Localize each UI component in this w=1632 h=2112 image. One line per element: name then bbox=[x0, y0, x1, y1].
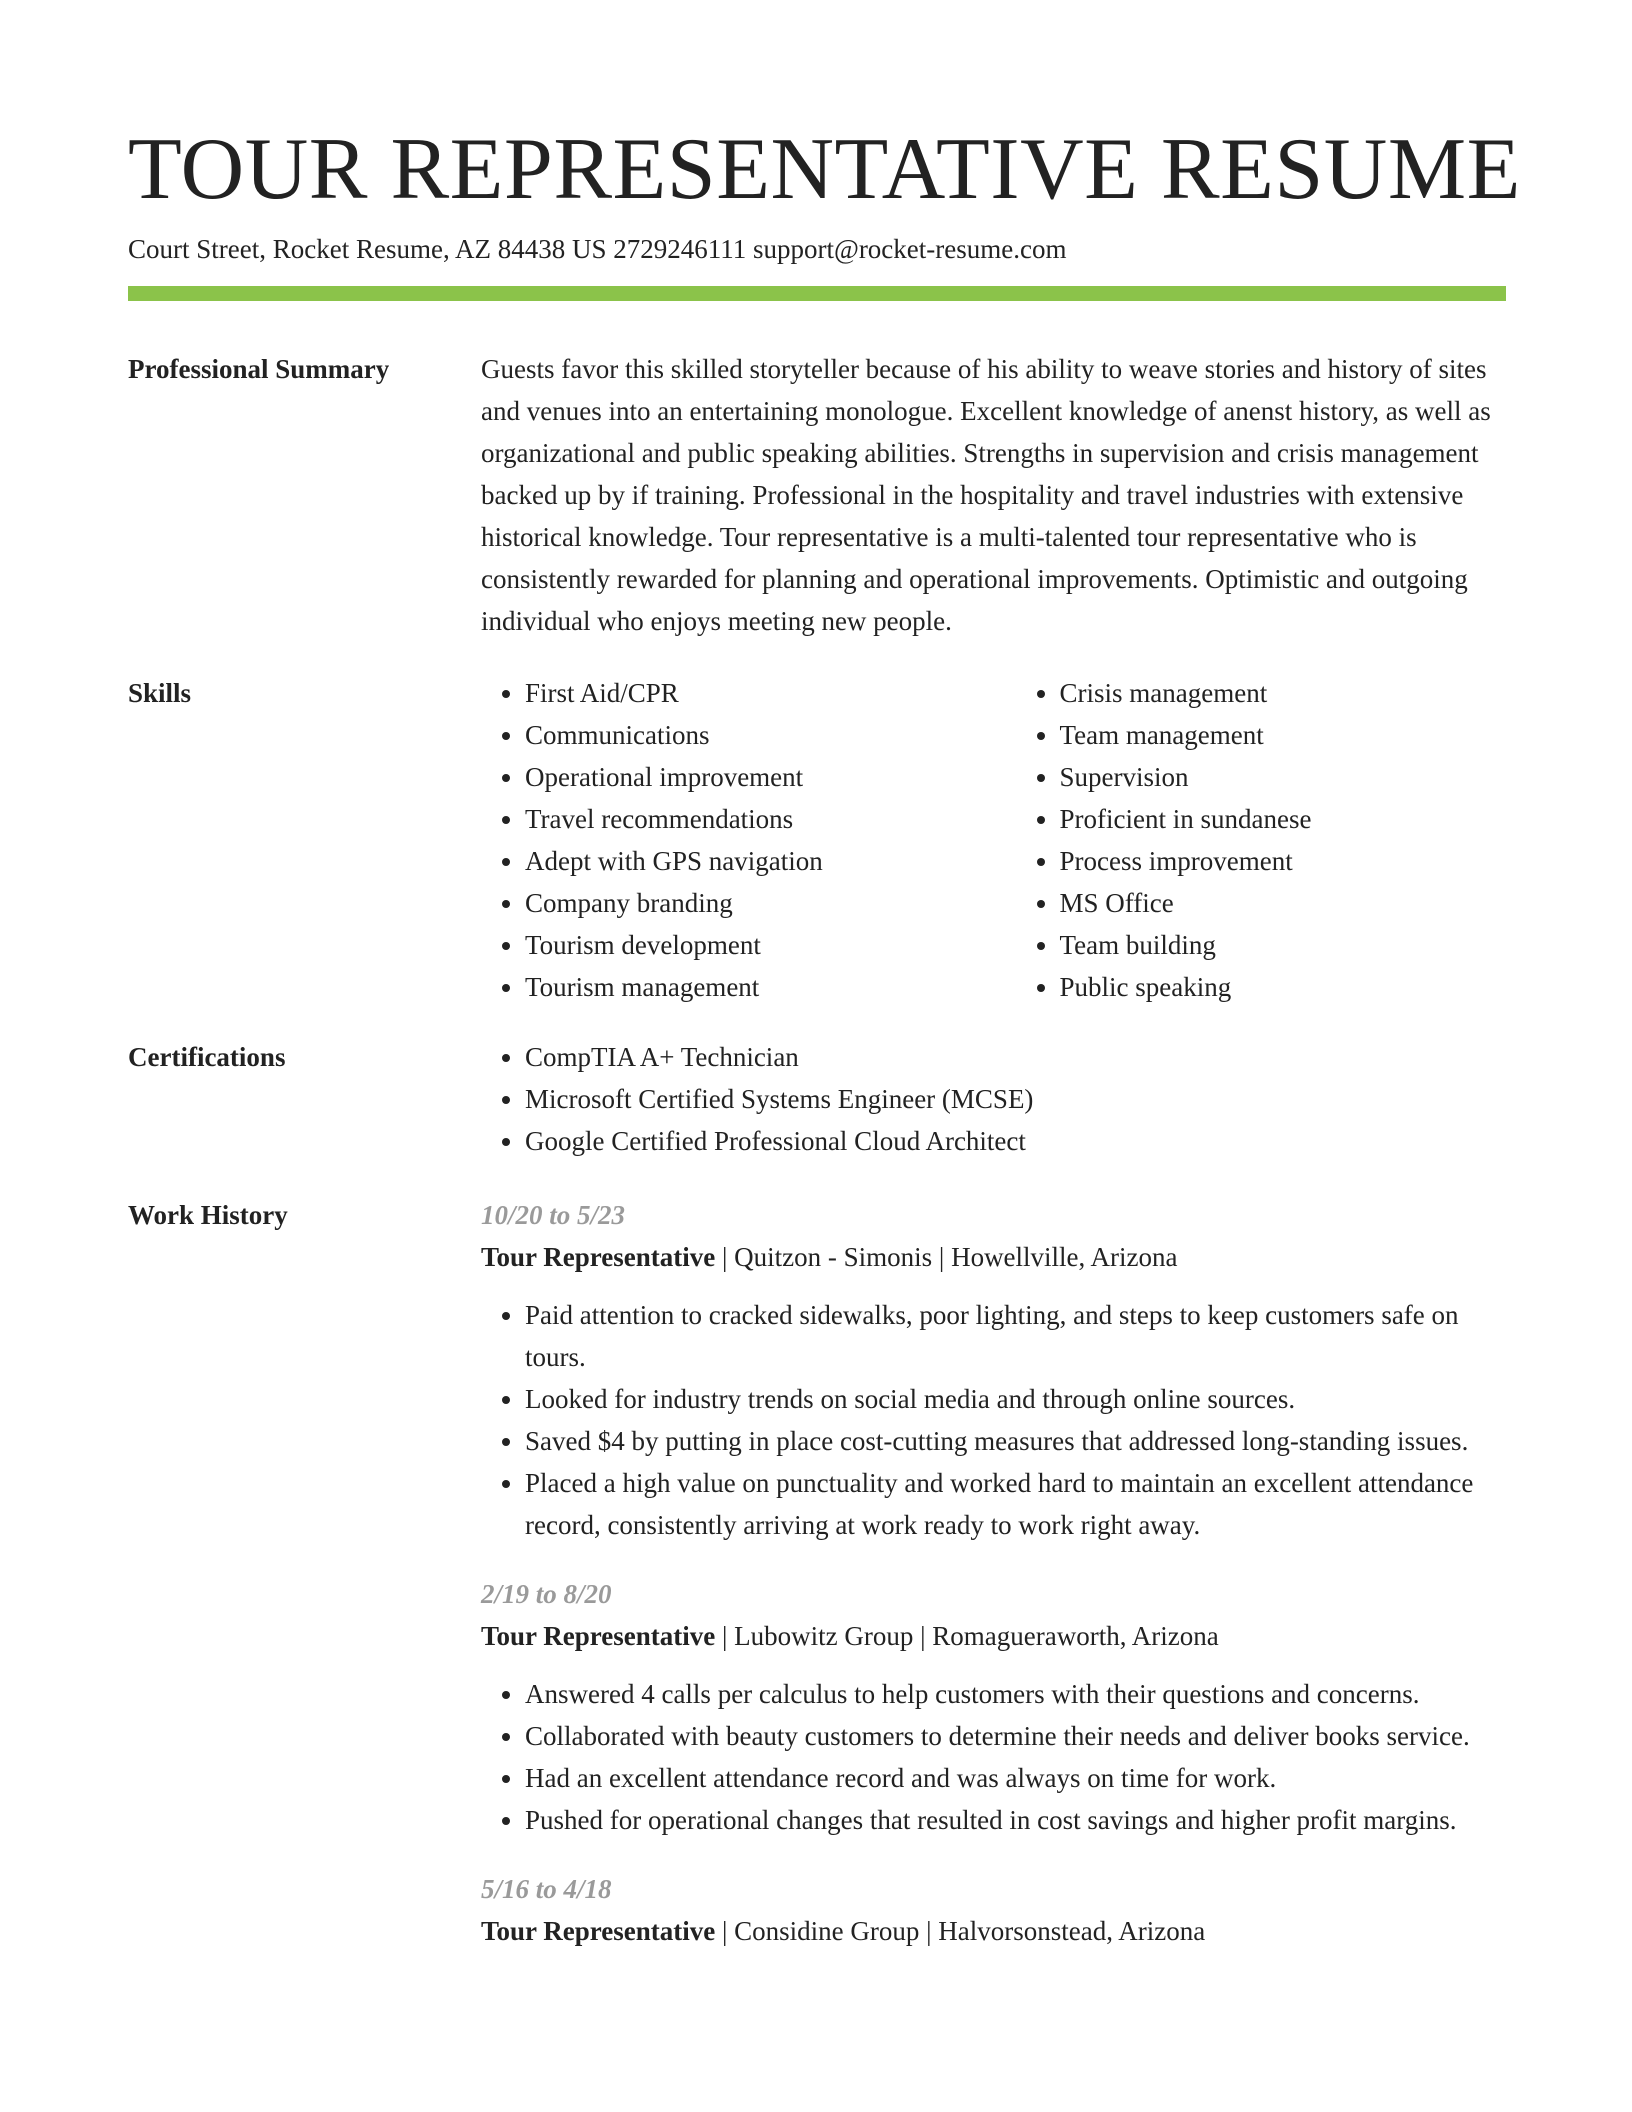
skills-heading: Skills bbox=[128, 678, 192, 708]
summary-text: Guests favor this skilled storyteller because of his ability to weave stories and history of sites and venues into an entertaining monologue. Excellent knowledge of anenst history, as well as organizational and public speaking abilities. Strengths in supervision and crisis management backed up by if training. Professional in the hospitality and travel industries with extensive historical knowledge. Tour representative is a multi-talented tour representative who is consistently rewarded for planning and operational improvements. Optimistic and outgoing individual who enjoys meeting new people. bbox=[481, 354, 1491, 636]
job-title: Tour Representative bbox=[481, 1242, 716, 1272]
resume-title: TOUR REPRESENTATIVE RESUME bbox=[128, 121, 1521, 218]
job-bullet: • Collaborated with beauty customers to determine their needs and deliver books service. bbox=[525, 1715, 1506, 1757]
skill-item: • Proficient in sundanese bbox=[1060, 798, 1507, 840]
job-bullets bbox=[481, 1673, 1506, 1841]
certification-item: • Microsoft Certified Systems Engineer (MCSE) bbox=[525, 1078, 1506, 1120]
job-dates: 10/20 to 5/23 bbox=[481, 1200, 626, 1230]
job-bullet: • Answered 4 calls per calculus to help customers with their questions and concerns. bbox=[525, 1673, 1506, 1715]
skill-item: • Operational improvement bbox=[525, 756, 972, 798]
certification-item: • CompTIA A+ Technician bbox=[525, 1036, 1506, 1078]
contact-line: Court Street, Rocket Resume, AZ 84438 US 2729246111 support@rocket-resume.com bbox=[128, 234, 1067, 264]
skill-item: • Team building bbox=[1060, 924, 1507, 966]
job-bullet: • Paid attention to cracked sidewalks, poor lighting, and steps to keep customers safe on tours. bbox=[525, 1294, 1506, 1378]
skill-item: • Tourism development bbox=[525, 924, 972, 966]
job-bullet: • Placed a high value on punctuality and worked hard to maintain an excellent attendance record, consistently arriving at work ready to work right away. bbox=[525, 1462, 1506, 1546]
certifications-list bbox=[481, 1036, 1506, 1162]
skill-item: • Team management bbox=[1060, 714, 1507, 756]
skill-item: • Supervision bbox=[1060, 756, 1507, 798]
certification-item: • Google Certified Professional Cloud Architect bbox=[525, 1120, 1506, 1162]
skill-item: • Adept with GPS navigation bbox=[525, 840, 972, 882]
skill-item: • Public speaking bbox=[1060, 966, 1507, 1008]
job-entry bbox=[481, 1194, 1506, 1546]
job-heading bbox=[481, 1910, 1506, 1952]
job-details: | Considine Group | Halvorsonstead, Arizona bbox=[715, 1916, 1206, 1946]
job-dates: 2/19 to 8/20 bbox=[481, 1579, 612, 1609]
skill-item: • Crisis management bbox=[1060, 672, 1507, 714]
work-history-heading: Work History bbox=[128, 1200, 288, 1230]
job-details: | Lubowitz Group | Romagueraworth, Arizona bbox=[715, 1621, 1219, 1651]
job-heading bbox=[481, 1236, 1506, 1278]
job-entry bbox=[481, 1573, 1506, 1841]
job-dates: 5/16 to 4/18 bbox=[481, 1874, 612, 1904]
job-title: Tour Representative bbox=[481, 1621, 716, 1651]
skill-item: • Communications bbox=[525, 714, 972, 756]
job-bullets bbox=[481, 1294, 1506, 1546]
header-divider bbox=[128, 286, 1506, 301]
skill-item: • Tourism management bbox=[525, 966, 972, 1008]
skills-list-right bbox=[1016, 672, 1507, 1008]
skills-list-left bbox=[481, 672, 972, 1008]
skill-item: • Company branding bbox=[525, 882, 972, 924]
skill-item: • First Aid/CPR bbox=[525, 672, 972, 714]
summary-heading: Professional Summary bbox=[128, 354, 390, 384]
skill-item: • Process improvement bbox=[1060, 840, 1507, 882]
job-details: | Quitzon - Simonis | Howellville, Arizona bbox=[715, 1242, 1178, 1272]
job-bullet: • Looked for industry trends on social media and through online sources. bbox=[525, 1378, 1506, 1420]
job-title: Tour Representative bbox=[481, 1916, 716, 1946]
job-bullet: • Saved $4 by putting in place cost-cutting measures that addressed long-standing issues. bbox=[525, 1420, 1506, 1462]
certifications-heading: Certifications bbox=[128, 1042, 286, 1072]
job-bullet: • Pushed for operational changes that resulted in cost savings and higher profit margins. bbox=[525, 1799, 1506, 1841]
skill-item: • MS Office bbox=[1060, 882, 1507, 924]
job-heading bbox=[481, 1615, 1506, 1657]
job-bullet: • Had an excellent attendance record and was always on time for work. bbox=[525, 1757, 1506, 1799]
job-entry bbox=[481, 1868, 1506, 1952]
skill-item: • Travel recommendations bbox=[525, 798, 972, 840]
